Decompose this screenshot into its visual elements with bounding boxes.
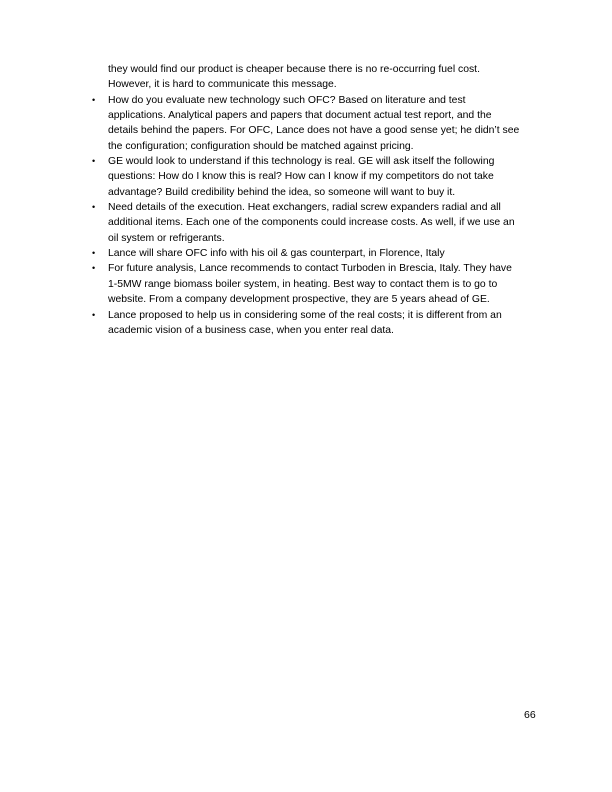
text-line: However, it is hard to communicate this message.	[108, 79, 337, 91]
text-line: advantage? Build credibility behind the idea, so someone will want to buy it.	[108, 186, 456, 198]
text-line: Need details of the execution. Heat exchangers, radial screw expanders radial and all	[108, 202, 501, 214]
bullet-item	[92, 93, 562, 154]
text-line: Lance proposed to help us in considering some of the real costs; it is different from an	[108, 309, 502, 321]
bullet-item	[92, 261, 562, 307]
bullet-item	[92, 308, 562, 339]
document-body	[92, 62, 562, 338]
bullet-list	[92, 93, 562, 339]
text-line: How do you evaluate new technology such OFC? Based on literature and test	[108, 94, 466, 106]
bullet-item	[92, 200, 562, 246]
text-line: the configuration; configuration should be matched against pricing.	[108, 140, 414, 152]
text-line: Lance will share OFC info with his oil & gas counterpart, in Florence, Italy	[108, 248, 445, 260]
bullet-item	[92, 154, 562, 200]
text-line: oil system or refrigerants.	[108, 232, 225, 244]
bullet-icon: •	[92, 202, 96, 213]
bullet-icon: •	[92, 263, 96, 274]
page-number: 66	[524, 709, 536, 721]
text-line: website. From a company development prospective, they are 5 years ahead of GE.	[108, 294, 490, 306]
text-line: additional items. Each one of the components could increase costs. As well, if we use an	[108, 217, 515, 229]
text-line: 1-5MW range biomass boiler system, in heating. Best way to contact them is to go to	[108, 278, 498, 290]
text-line: details behind the papers. For OFC, Lance does not have a good sense yet; he didn’t see	[108, 125, 520, 137]
bullet-icon: •	[92, 156, 96, 167]
text-line: GE would look to understand if this technology is real. GE will ask itself the following	[108, 156, 495, 168]
text-line: academic vision of a business case, when you enter real data.	[108, 324, 394, 336]
continued-paragraph	[92, 62, 562, 93]
text-line: they would find our product is cheaper because there is no re-occurring fuel cost.	[108, 64, 480, 75]
bullet-item	[92, 246, 562, 261]
bullet-icon: •	[92, 248, 96, 259]
bullet-icon: •	[92, 94, 96, 105]
text-line: For future analysis, Lance recommends to contact Turboden in Brescia, Italy. They have	[108, 263, 512, 275]
bullet-icon: •	[92, 309, 96, 320]
text-line: questions: How do I know this is real? How can I know if my competitors do not take	[108, 171, 494, 183]
text-line: applications. Analytical papers and papers that document actual test report, and the	[108, 110, 492, 122]
